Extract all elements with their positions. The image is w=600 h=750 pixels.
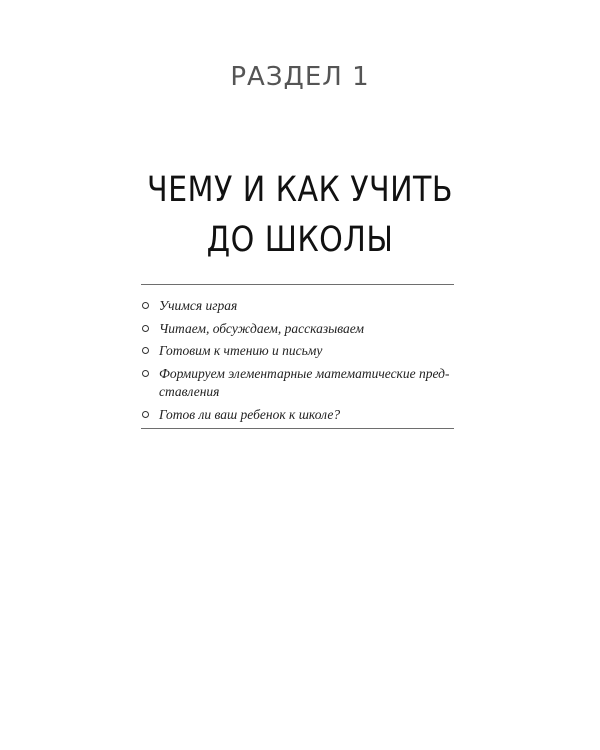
contents-item: [141, 365, 457, 402]
contents-item-line: ставления: [159, 384, 220, 399]
contents-item-text: [159, 342, 457, 361]
chapter-title-line: ЧЕМУ И КАК УЧИТЬ: [147, 170, 453, 211]
chapter-title: [42, 165, 558, 265]
contents-item-text: [159, 406, 457, 425]
hollow-circle-icon: [142, 325, 149, 332]
chapter-title-line: ДО ШКОЛЫ: [206, 220, 394, 261]
contents-item-text: [159, 320, 457, 339]
bottom-divider: [141, 428, 454, 429]
contents-item-text: [159, 297, 457, 316]
contents-item: [141, 342, 457, 361]
top-divider: [141, 284, 454, 285]
hollow-circle-icon: [142, 370, 149, 377]
contents-item-line: Готовим к чтению и письму: [159, 343, 323, 358]
contents-item-line: Формируем элементарные математические пред-: [159, 365, 450, 381]
contents-item: [141, 406, 457, 425]
contents-item: [141, 297, 457, 316]
contents-list: [141, 297, 457, 428]
contents-item-line: Читаем, обсуждаем, рассказываем: [159, 320, 365, 336]
hollow-circle-icon: [142, 347, 149, 354]
contents-item-line: Готов ли ваш ребенок к школе?: [159, 406, 341, 422]
contents-item-line: Учимся играя: [159, 298, 238, 313]
hollow-circle-icon: [142, 302, 149, 309]
contents-item: [141, 320, 457, 339]
hollow-circle-icon: [142, 411, 149, 418]
contents-item-text: [159, 365, 457, 402]
section-label: РАЗДЕЛ 1: [230, 62, 370, 92]
